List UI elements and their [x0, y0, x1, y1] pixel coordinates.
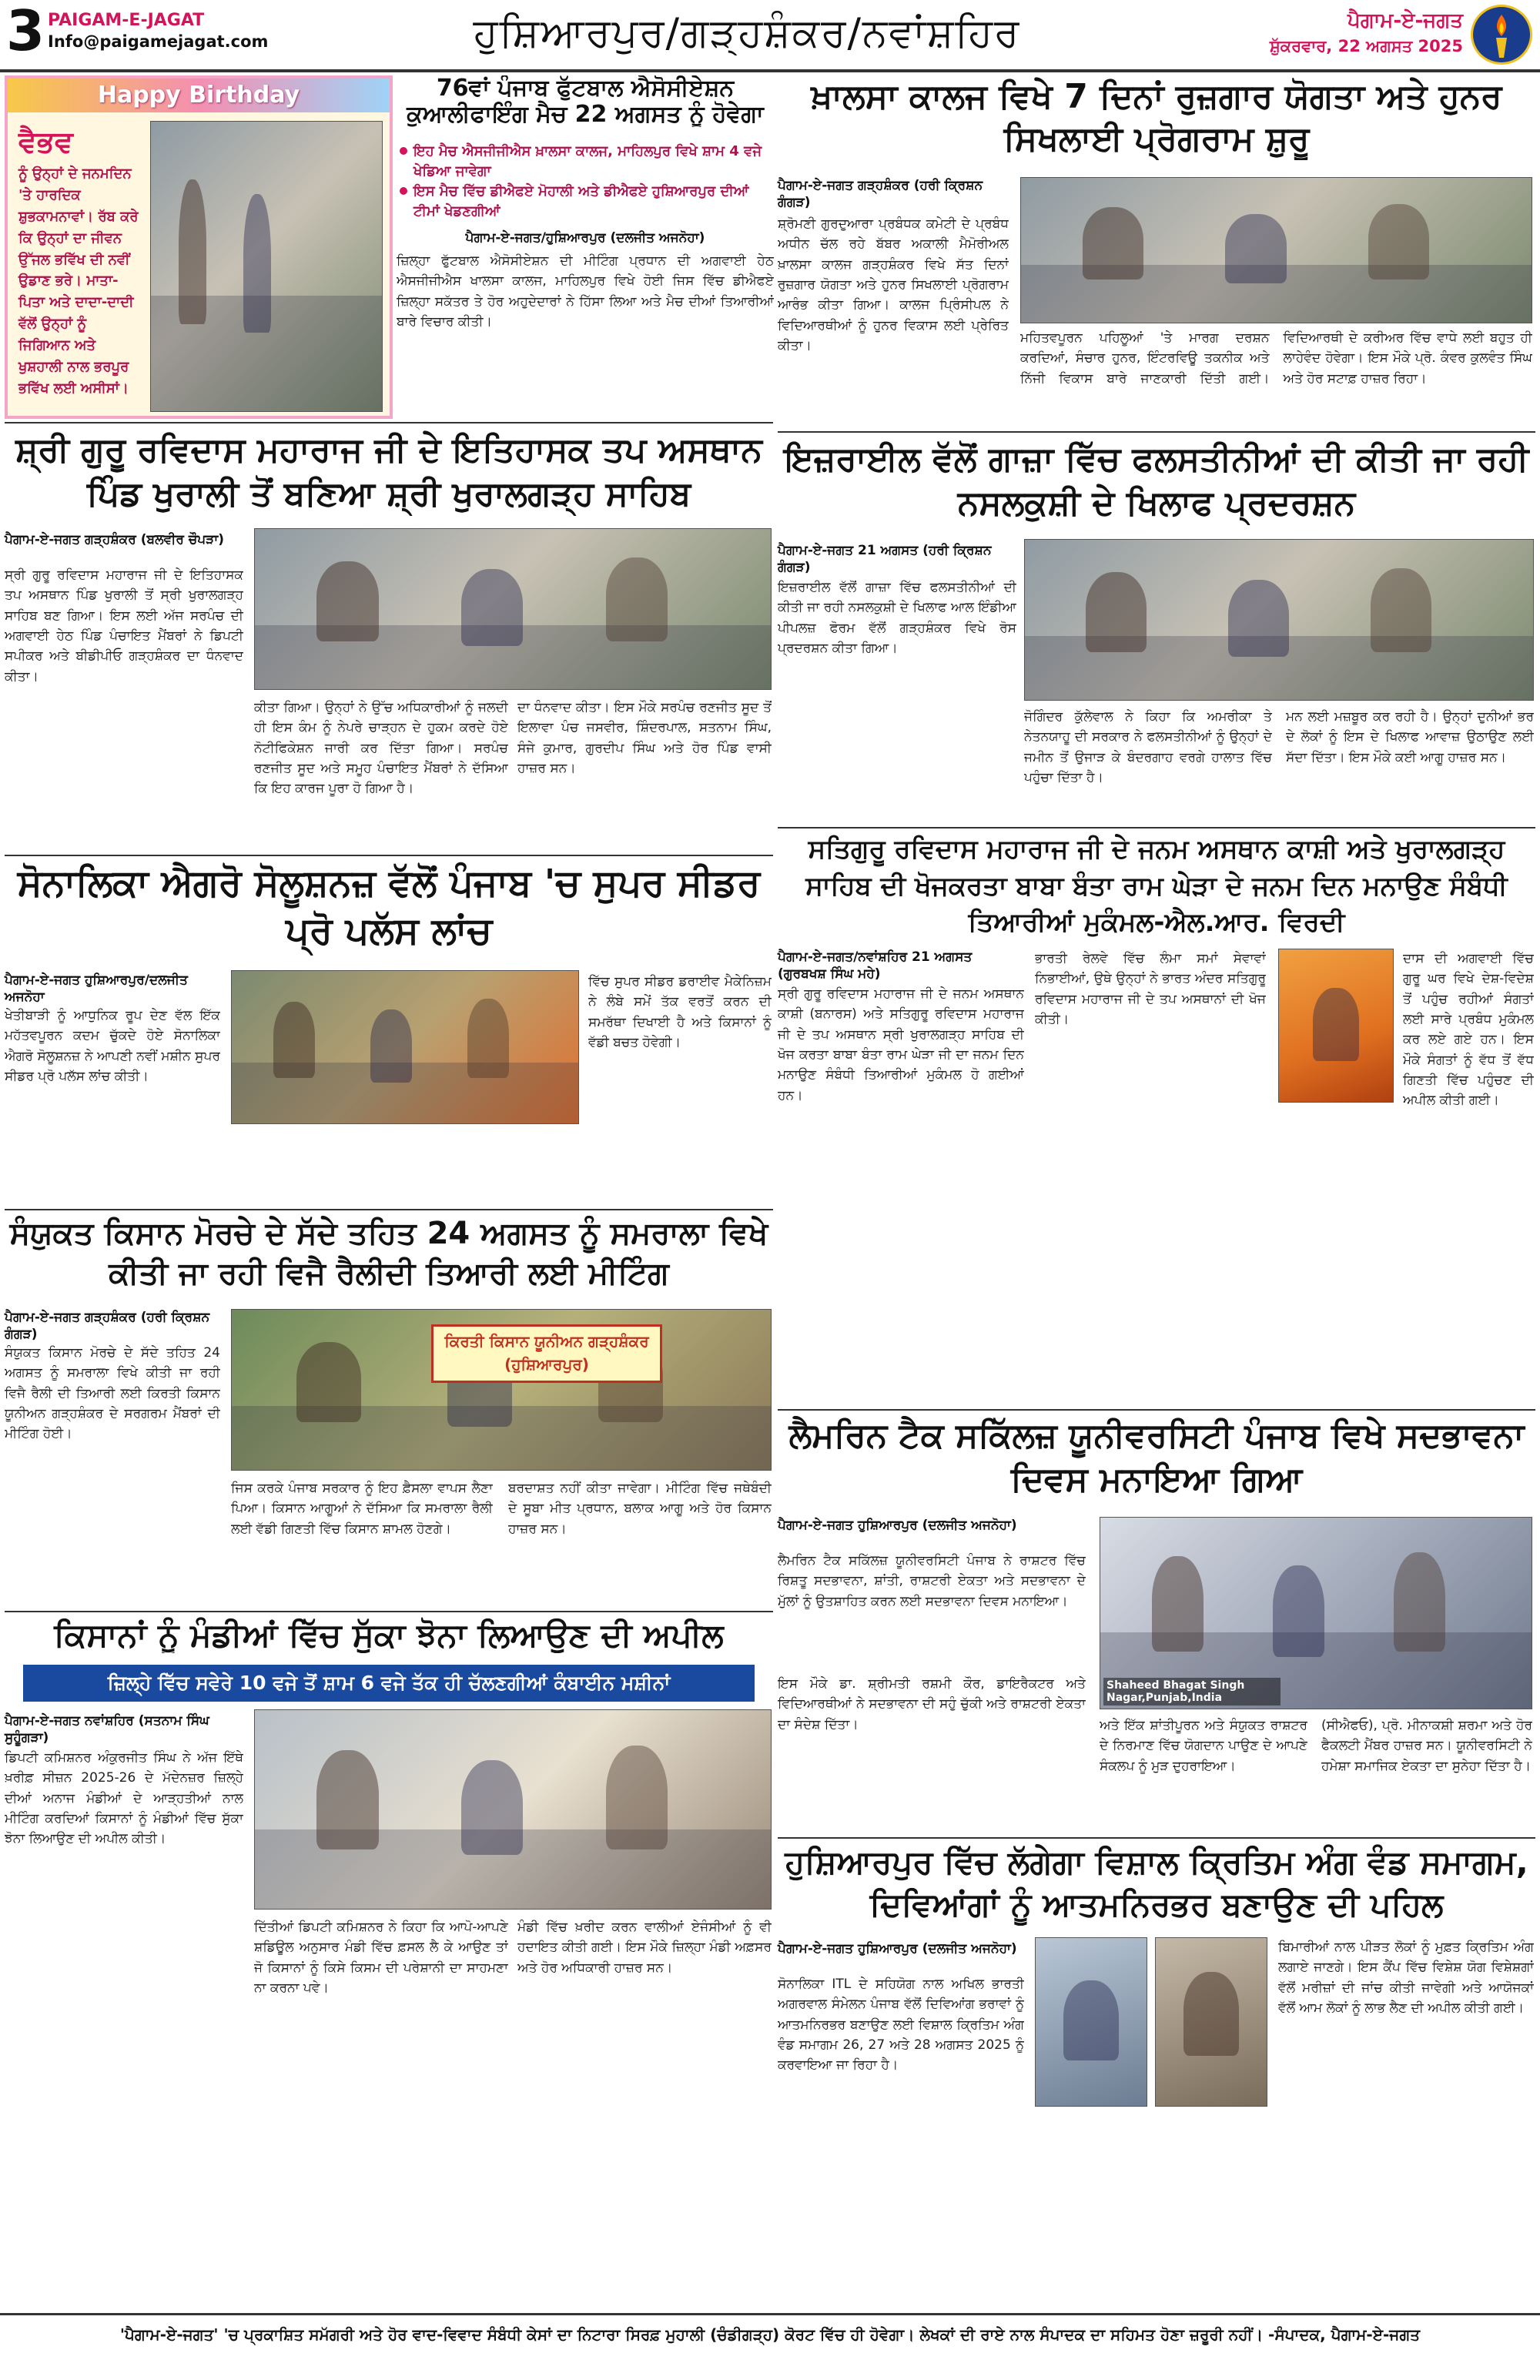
football-bullet-2: ਇਸ ਮੈਚ ਵਿੱਚ ਡੀਐਫਏ ਮੋਹਾਲੀ ਅਤੇ ਡੀਐਫਏ ਹੁਸ਼ਿਆਰਪੁਰ ਦੀਆਂ ਟੀਮਾਂ ਖੇਡਣਗੀਆਂ: [413, 183, 749, 220]
lamrin-photo: [1100, 1517, 1532, 1709]
divider: [5, 1209, 773, 1210]
torch-icon: [1473, 7, 1530, 62]
football-headline: 76ਵਾਂ ਪੰਜਾਬ ਫੁੱਟਬਾਲ ਐਸੋਸੀਏਸ਼ਨ ਕੁਆਲੀਫਾਇੰਗ ਮੈਚ 22 ਅਗਸਤ ਨੂੰ ਹੋਵੇਗਾ: [407, 75, 764, 128]
mandi-headline: ਕਿਸਾਨਾਂ ਨੂੰ ਮੰਡੀਆਂ ਵਿੱਚ ਸੁੱਕਾ ਝੋਨਾ ਲਿਆਉਣ ਦੀ ਅਪੀਲ: [54, 1617, 724, 1654]
khalsa-body: ਸ਼੍ਰੋਮਣੀ ਗੁਰਦੁਆਰਾ ਪ੍ਰਬੰਧਕ ਕਮੇਟੀ ਦੇ ਪ੍ਰਬੰਧ ਅਧੀਨ ਚੱਲ ਰਹੇ ਬੱਬਰ ਅਕਾਲੀ ਮੈਮੋਰੀਅਲ ਖ਼ਾਲਸਾ ਕਾਲਜ ਗੜ੍ਹਸ਼ੰਕਰ ਵਿਖੇ ਸੱਤ ਦਿਨਾਂ ਰੁਜ਼ਗਾਰ ਯੋਗਤਾ ਅਤੇ ਹੁਨਰ ਸਿਖਲਾਈ ਪ੍ਰੋਗਰਾਮ ਆਰੰਭ ਕੀਤਾ ਗਿਆ। ਕਾਲਜ ਪ੍ਰਿੰਸੀਪਲ ਨੇ ਵਿਦਿਆਰਥੀਆਂ ਨੂੰ ਹੁਨਰ ਵਿਕਾਸ ਲਈ ਪ੍ਰੇਰਿਤ ਕੀਤਾ।: [778, 216, 1009, 354]
birthday-name: ਵੈਭਵ: [18, 125, 73, 159]
brand-name: PAIGAM-E-JAGAT: [48, 11, 205, 30]
kisan-body: ਸੰਯੁਕਤ ਕਿਸਾਨ ਮੋਰਚੇ ਦੇ ਸੱਦੇ ਤਹਿਤ 24 ਅਗਸਤ ਨੂੰ ਸਮਰਾਲਾ ਵਿਖੇ ਕੀਤੀ ਜਾ ਰਹੀ ਵਿਜੈ ਰੈਲੀ ਦੀ ਤਿਆਰੀ ਲਈ ਕਿਰਤੀ ਕਿਸਾਨ ਯੂਨੀਅਨ ਗੜ੍ਹਸ਼ੰਕਰ ਦੇ ਸਰਗਰਮ ਮੈਂਬਰਾਂ ਦੀ ਮੀਟਿੰਗ ਹੋਈ।: [5, 1345, 220, 1442]
lamrin-body-3: ਅਤੇ ਇੱਕ ਸ਼ਾਂਤੀਪੂਰਨ ਅਤੇ ਸੰਯੁਕਤ ਰਾਸ਼ਟਰ ਦੇ ਨਿਰਮਾਣ ਵਿੱਚ ਯੋਗਦਾਨ ਪਾਉਣ ਦੇ ਆਪਣੇ ਸੰਕਲਪ ਨੂੰ ਮੁੜ ਦੁਹਰਾਇਆ।: [1100, 1718, 1307, 1774]
sonalika-body: ਖੇਤੀਬਾੜੀ ਨੂੰ ਆਧੁਨਿਕ ਰੂਪ ਦੇਣ ਵੱਲ ਇੱਕ ਮਹੱਤਵਪੂਰਨ ਕਦਮ ਚੁੱਕਦੇ ਹੋਏ ਸੋਨਾਲਿਕਾ ਐਗਰੋ ਸੋਲੂਸ਼ਨਜ਼ ਨੇ ਆਪਣੀ ਨਵੀਂ ਮਸ਼ੀਨ ਸੁਪਰ ਸੀਡਰ ਪ੍ਰੋ ਪਲੱਸ ਲਾਂਚ ਕੀਤੀ।: [5, 1008, 220, 1085]
divider: [5, 1611, 773, 1612]
kisan-headline: ਸੰਯੁਕਤ ਕਿਸਾਨ ਮੋਰਚੇ ਦੇ ਸੱਦੇ ਤਹਿਤ 24 ਅਗਸਤ ਨੂੰ ਸਮਰਾਲਾ ਵਿਖੇ ਕੀਤੀ ਜਾ ਰਹੀ ਵਿਜੈ ਰੈਲੀਦੀ ਤਿਆਰੀ ਲਈ ਮੀਟਿੰਗ: [9, 1216, 768, 1291]
khalsa-body-2: ਮਹਿਤਵਪੂਰਨ ਪਹਿਲੂਆਂ 'ਤੇ ਮਾਰਗ ਦਰਸ਼ਨ ਕਰਦਿਆਂ, ਸੰਚਾਰ ਹੁਨਰ, ਇੰਟਰਵਿਊ ਤਕਨੀਕ ਅਤੇ ਨਿੱਜੀ ਵਿਕਾਸ ਬਾਰੇ ਜਾਣਕਾਰੀ ਦਿੱਤੀ ਗਈ। ਵਿਦਿਆਰਥੀ ਦੇ ਕਰੀਅਰ ਵਿੱਚ ਵਾਧੇ ਲਈ ਬਹੁਤ ਹੀ ਲਾਹੇਵੰਦ ਹੋਵੇਗਾ। ਇਸ ਮੌਕੇ ਪ੍ਰੋ. ਕੰਵਰ ਕੁਲਵੰਤ ਸਿੰਘ ਅਤੇ ਹੋਰ ਸਟਾਫ਼ ਹਾਜ਼ਰ ਰਿਹਾ।: [1020, 330, 1532, 387]
khalsa-byline: ਪੈਗਾਮ-ਏ-ਜਗਤ ਗੜ੍ਹਸ਼ੰਕਰ (ਹਰੀ ਕ੍ਰਿਸ਼ਨ ਗੰਗੜ): [778, 178, 983, 211]
issue-date: ਸ਼ੁੱਕਰਵਾਰ, 22 ਅਗਸਤ 2025: [1269, 37, 1463, 55]
sonalika-photo: [231, 970, 579, 1124]
kisan-body-3: ਬਰਦਾਸ਼ਤ ਨਹੀਂ ਕੀਤਾ ਜਾਵੇਗਾ। ਮੀਟਿੰਗ ਵਿੱਚ ਜਥੇਬੰਦੀ ਦੇ ਸੂਬਾ ਮੀਤ ਪ੍ਰਧਾਨ, ਬਲਾਕ ਆਗੂ ਅਤੇ ਹੋਰ ਕਿਸਾਨ ਹਾਜ਼ਰ ਸਨ।: [508, 1481, 772, 1537]
divider: [778, 431, 1535, 433]
ravidas-body-2: ਕੀਤਾ ਗਿਆ। ਉਨ੍ਹਾਂ ਨੇ ਉੱਚ ਅਧਿਕਾਰੀਆਂ ਨੂੰ ਜਲਦੀ ਹੀ ਇਸ ਕੰਮ ਨੂੰ ਨੇਪਰੇ ਚਾੜ੍ਹਨ ਦੇ ਹੁਕਮ ਕਰਦੇ ਹੋਏ ਨੋਟੀਫਿਕੇਸ਼ਨ ਜਾਰੀ ਕਰ ਦਿੱਤਾ ਗਿਆ। ਸਰਪੰਚ ਰਣਜੀਤ ਸੂਦ ਅਤੇ ਸਮੂਹ ਪੰਚਾਇਤ ਮੈਂਬਰਾਂ ਨੇ ਦੱਸਿਆ ਕਿ ਇਹ ਕਾਰਜ ਪੂਰਾ ਹੋ ਗਿਆ ਹੈ।: [254, 700, 508, 797]
baba-photo: [1278, 949, 1394, 1103]
footer-disclaimer: 'ਪੈਗਾਮ-ਏ-ਜਗਤ' 'ਚ ਪ੍ਰਕਾਸ਼ਿਤ ਸਮੱਗਰੀ ਅਤੇ ਹੋਰ ਵਾਦ-ਵਿਵਾਦ ਸੰਬੰਧੀ ਕੇਸਾਂ ਦਾ ਨਿਟਾਰਾ ਸਿਰਫ਼ ਮੁਹਾਲੀ (ਚੰਡੀਗੜ੍ਹ) ਕੋਰਟ ਵਿੱਚ ਹੀ ਹੋਵੇਗਾ। ਲੇਖਕਾਂ ਦੀ ਰਾਏ ਨਾਲ ਸੰਪਾਦਕ ਦਾ ਸਹਿਮਤ ਹੋਣਾ ਜ਼ਰੂਰੀ ਨਹੀਂ। -ਸੰਪਾਦਕ, ਪੈਗਾਮ-ਏ-ਜਗਤ: [119, 2325, 1421, 2344]
ravidas-headline: ਸ਼੍ਰੀ ਗੁਰੂ ਰਵਿਦਾਸ ਮਹਾਰਾਜ ਜੀ ਦੇ ਇਤਿਹਾਸਕ ਤਪ ਅਸਥਾਨ ਪਿੰਡ ਖੁਰਾਲੀ ਤੋਂ ਬਣਿਆ ਸ਼੍ਰੀ ਖੁਰਾਲਗੜ੍ਹ ਸਾਹਿਬ: [15, 430, 762, 514]
bullet-icon: [400, 187, 407, 195]
khalsa-headline: ਖ਼ਾਲਸਾ ਕਾਲਜ ਵਿਖੇ 7 ਦਿਨਾਂ ਰੁਜ਼ਗਾਰ ਯੋਗਤਾ ਅਤੇ ਹੁਨਰ ਸਿਖਲਾਈ ਪ੍ਰੋਗਰਾਮ ਸ਼ੁਰੂ: [811, 77, 1502, 159]
section-title: ਹੁਸ਼ਿਆਰਪੁਰ/ਗੜ੍ਹਸ਼ੰਕਰ/ਨਵਾਂਸ਼ਹਿਰ: [473, 11, 1021, 56]
kisan-byline: ਪੈਗਾਮ-ਏ-ਜਗਤ ਗੜ੍ਹਸ਼ੰਕਰ (ਹਰੀ ਕ੍ਰਿਸ਼ਨ ਗੰਗੜ): [5, 1310, 210, 1343]
lamrin-body: ਲੈਮਰਿਨ ਟੈਕ ਸਕਿੱਲਜ਼ ਯੂਨੀਵਰਸਿਟੀ ਪੰਜਾਬ ਨੇ ਰਾਸ਼ਟਰ ਵਿੱਚ ਰਿਸ਼ਤੂ ਸਦਭਾਵਨਾ, ਸ਼ਾਂਤੀ, ਰਾਸ਼ਟਰੀ ਏਕਤਾ ਅਤੇ ਸਦਭਾਵਨਾ ਦੇ ਮੁੱਲਾਂ ਨੂੰ ਉਤਸ਼ਾਹਿਤ ਕਰਨ ਲਈ ਸਦਭਾਵਨਾ ਦਿਵਸ ਮਨਾਇਆ।: [778, 1553, 1086, 1609]
football-bullet-1: ਇਹ ਮੈਚ ਐਸਜੀਜੀਐਸ ਖ਼ਾਲਸਾ ਕਾਲਜ, ਮਾਹਿਲਪੁਰ ਵਿਖੇ ਸ਼ਾਮ 4 ਵਜੇ ਖੇਡਿਆ ਜਾਵੇਗਾ: [413, 143, 762, 180]
israel-headline: ਇਜ਼ਰਾਈਲ ਵੱਲੋਂ ਗਾਜ਼ਾ ਵਿੱਚ ਫਲਸਤੀਨੀਆਂ ਦੀ ਕੀਤੀ ਜਾ ਰਹੀ ਨਸਲਕੁਸ਼ੀ ਦੇ ਖਿਲਾਫ ਪ੍ਰਦਰਸ਼ਨ: [784, 440, 1529, 524]
mandi-subhead: ਜ਼ਿਲ੍ਹੇ ਵਿੱਚ ਸਵੇਰੇ 10 ਵਜੇ ਤੋਂ ਸ਼ਾਮ 6 ਵਜੇ ਤੱਕ ਹੀ ਚੱਲਣਗੀਆਂ ਕੰਬਾਈਨ ਮਸ਼ੀਨਾਂ: [23, 1665, 755, 1702]
khalsa-photo: [1020, 177, 1532, 323]
divider: [5, 422, 773, 423]
mandi-body-3: ਮੰਡੀ ਵਿੱਚ ਖ਼ਰੀਦ ਕਰਨ ਵਾਲੀਆਂ ਏਜੰਸੀਆਂ ਨੂੰ ਵੀ ਹਦਾਇਤ ਕੀਤੀ ਗਈ। ਇਸ ਮੌਕੇ ਜ਼ਿਲ੍ਹਾ ਮੰਡੀ ਅਫ਼ਸਰ ਅਤੇ ਹੋਰ ਅਧਿਕਾਰੀ ਹਾਜ਼ਰ ਸਨ।: [517, 1920, 772, 1976]
divider: [5, 855, 773, 856]
mandi-photo: [254, 1709, 772, 1910]
divider: [778, 1409, 1535, 1411]
birthday-photo: [150, 121, 383, 412]
israel-body-2: ਜੋਗਿੰਦਰ ਕੁੱਲੇਵਾਲ ਨੇ ਕਿਹਾ ਕਿ ਅਮਰੀਕਾ ਤੇ ਨੇਤਨਯਾਹੂ ਦੀ ਸਰਕਾਰ ਨੇ ਫਲਸਤੀਨੀਆਂ ਨੂੰ ਉਨ੍ਹਾਂ ਦੇ ਜਮੀਨ ਤੋਂ ਉਜਾੜ ਕੇ ਬੰਦਰਗਾਹ ਵਰਗੇ ਹਾਲਾਤ ਵਿੱਚ ਪਹੁੰਚਾ ਦਿੱਤਾ ਹੈ।: [1024, 709, 1272, 786]
birthday-banner: Happy Birthday: [8, 79, 390, 112]
kisan-body-2: ਜਿਸ ਕਰਕੇ ਪੰਜਾਬ ਸਰਕਾਰ ਨੂੰ ਇਹ ਫ਼ੈਸਲਾ ਵਾਪਸ ਲੈਣਾ ਪਿਆ। ਕਿਸਾਨ ਆਗੂਆਂ ਨੇ ਦੱਸਿਆ ਕਿ ਸਮਰਾਲਾ ਰੈਲੀ ਲਈ ਵੱਡੀ ਗਿਣਤੀ ਵਿੱਚ ਕਿਸਾਨ ਸ਼ਾਮਲ ਹੋਣਗੇ।: [231, 1481, 493, 1537]
camp-byline: ਪੈਗਾਮ-ਏ-ਜਗਤ ਹੁਸ਼ਿਆਰਪੁਰ (ਦਲਜੀਤ ਅਜਨੋਹਾ): [778, 1941, 1017, 1957]
torch-logo: [1471, 5, 1532, 65]
football-bullet-box: [397, 140, 774, 225]
divider: [778, 827, 1535, 828]
birthday-message: ਨੂੰ ਉਨ੍ਹਾਂ ਦੇ ਜਨਮਦਿਨ 'ਤੇ ਹਾਰਦਿਕ ਸ਼ੁਭਕਾਮਨਾਵਾਂ। ਰੱਬ ਕਰੇ ਕਿ ਉਨ੍ਹਾਂ ਦਾ ਜੀਵਨ ਉੱਜਲ ਭਵਿੱਖ ਦੀ ਨਵੀਂ ਉਡਾਣ ਭਰੇ। ਮਾਤਾ-ਪਿਤਾ ਅਤੇ ਦਾਦਾ-ਦਾਦੀ ਵੱਲੋਂ ਉਨ੍ਹਾਂ ਨੂੰ ਜਿਗਿਆਨ ਅਤੇ ਖੁਸ਼ਹਾਲੀ ਨਾਲ ਭਰਪੂਰ ਭਵਿੱਖ ਲਈ ਅਸੀਸਾਂ।: [18, 166, 139, 397]
mandi-byline: ਪੈਗਾਮ-ਏ-ਜਗਤ ਨਵਾਂਸ਼ਹਿਰ (ਸਤਨਾਮ ਸਿੰਘ ਸੁਹੂੰਗੜਾ): [5, 1713, 209, 1746]
sonalika-headline: ਸੋਨਾਲਿਕਾ ਐਗਰੋ ਸੋਲੂਸ਼ਨਜ਼ ਵੱਲੋਂ ਪੰਜਾਬ 'ਚ ਸੁਪਰ ਸੀਡਰ ਪ੍ਰੋ ਪਲੱਸ ਲਾਂਚ: [17, 862, 761, 953]
baba-byline: ਪੈਗਾਮ-ਏ-ਜਗਤ/ਨਵਾਂਸ਼ਹਿਰ 21 ਅਗਸਤ (ਗੁਰਬਖਸ਼ ਸਿੰਘ ਮਹੇ): [778, 949, 973, 982]
mandi-body: ਡਿਪਟੀ ਕਮਿਸ਼ਨਰ ਅੰਕੁਰਜੀਤ ਸਿੰਘ ਨੇ ਅੱਜ ਇੱਥੇ ਖ਼ਰੀਫ਼ ਸੀਜ਼ਨ 2025-26 ਦੇ ਮੱਦੇਨਜ਼ਰ ਜ਼ਿਲ੍ਹੇ ਦੀਆਂ ਅਨਾਜ ਮੰਡੀਆਂ ਦੇ ਆੜ੍ਹਤੀਆਂ ਨਾਲ ਮੀਟਿੰਗ ਕਰਦਿਆਂ ਕਿਸਾਨਾਂ ਨੂੰ ਮੰਡੀਆਂ ਵਿੱਚ ਸੁੱਕਾ ਝੋਨਾ ਲਿਆਉਣ ਦੀ ਅਪੀਲ ਕੀਤੀ।: [5, 1750, 243, 1847]
baba-body: ਸ੍ਰੀ ਗੁਰੂ ਰਵਿਦਾਸ ਮਹਾਰਾਜ ਜੀ ਦੇ ਜਨਮ ਅਸਥਾਨ ਕਾਸ਼ੀ (ਬਨਾਰਸ) ਅਤੇ ਸਤਿਗੁਰੂ ਰਵਿਦਾਸ ਮਹਾਰਾਜ ਜੀ ਦੇ ਤਪ ਅਸਥਾਨ ਸ੍ਰੀ ਖੁਰਾਲਗੜ੍ਹ ਸਾਹਿਬ ਦੀ ਖੋਜ ਕਰਤਾ ਬਾਬਾ ਬੰਤਾ ਰਾਮ ਘੇੜਾ ਜੀ ਦਾ ਜਨਮ ਦਿਨ ਮਨਾਉਣ ਸੰਬੰਧੀ ਤਿਆਰੀਆਂ ਮੁਕੰਮਲ ਹੋ ਗਈਆਂ ਹਨ।: [778, 986, 1024, 1103]
camp-body-2: ਬਿਮਾਰੀਆਂ ਨਾਲ ਪੀੜਤ ਲੋਕਾਂ ਨੂੰ ਮੁਫ਼ਤ ਕ੍ਰਿਤਿਮ ਅੰਗ ਲਗਾਏ ਜਾਣਗੇ। ਇਸ ਕੈਂਪ ਵਿੱਚ ਵਿਸ਼ੇਸ਼ ਯੋਗ ਵਿਸ਼ੇਸ਼ਗਾਂ ਵੱਲੋਂ ਮਰੀਜ਼ਾਂ ਦੀ ਜਾਂਚ ਕੀਤੀ ਜਾਵੇਗੀ ਅਤੇ ਆਯੋਜਕਾਂ ਵੱਲੋਂ ਆਮ ਲੋਕਾਂ ਨੂੰ ਲਾਭ ਲੈਣ ਦੀ ਅਪੀਲ ਕੀਤੀ ਗਈ।: [1278, 1940, 1534, 2017]
birthday-box: [5, 75, 393, 419]
ravidas-body-3: ਦਾ ਧੰਨਵਾਦ ਕੀਤਾ। ਇਸ ਮੌਕੇ ਸਰਪੰਚ ਰਣਜੀਤ ਸੂਦ ਤੋਂ ਇਲਾਵਾ ਪੰਚ ਜਸਵੀਰ, ਸ਼ਿੰਦਰਪਾਲ, ਸਤਨਾਮ ਸਿੰਘ, ਸੰਜੇ ਕੁਮਾਰ, ਗੁਰਦੀਪ ਸਿੰਘ ਅਤੇ ਹੋਰ ਪਿੰਡ ਵਾਸੀ ਹਾਜ਼ਰ ਸਨ।: [517, 700, 772, 777]
khalsa-story: [778, 75, 1535, 368]
camp-body: ਸੋਨਾਲਿਕਾ ITL ਦੇ ਸਹਿਯੋਗ ਨਾਲ ਅਖਿਲ ਭਾਰਤੀ ਅਗਰਵਾਲ ਸੰਮੇਲਨ ਪੰਜਾਬ ਵੱਲੋਂ ਦਿਵਿਆਂਗ ਭਰਾਵਾਂ ਨੂੰ ਆਤਮਨਿਰਭਰ ਬਣਾਉਣ ਲਈ ਵਿਸ਼ਾਲ ਕ੍ਰਿਤਿਮ ਅੰਗ ਵੰਡ ਸਮਾਗਮ 26, 27 ਅਤੇ 28 ਅਗਸਤ 2025 ਨੂੰ ਕਰਵਾਇਆ ਜਾ ਰਿਹਾ ਹੈ।: [778, 1977, 1024, 2074]
brand-email[interactable]: Info@paigamejagat.com: [48, 32, 269, 51]
baba-headline: ਸਤਿਗੁਰੂ ਰਵਿਦਾਸ ਮਹਾਰਾਜ ਜੀ ਦੇ ਜਨਮ ਅਸਥਾਨ ਕਾਸ਼ੀ ਅਤੇ ਖੁਰਾਲਗੜ੍ਹ ਸਾਹਿਬ ਦੀ ਖੋਜਕਰਤਾ ਬਾਬਾ ਬੰਤਾ ਰਾਮ ਘੇੜਾ ਦੇ ਜਨਮ ਦਿਨ ਮਨਾਉਣ ਸੰਬੰਧੀ ਤਿਆਰੀਆਂ ਮੁਕੰਮਲ-ਐਲ.ਆਰ. ਵਿਰਦੀ: [805, 834, 1508, 939]
sonalika-byline: ਪੈਗਾਮ-ਏ-ਜਗਤ ਹੁਸ਼ਿਆਰਪੁਰ/ਦਲਜੀਤ ਅਜਨੋਹਾ: [5, 972, 188, 1006]
israel-byline: ਪੈਗਾਮ-ਏ-ਜਗਤ 21 ਅਗਸਤ (ਹਰੀ ਕ੍ਰਿਸ਼ਨ ਗੰਗੜ): [778, 543, 992, 576]
header-rule: [0, 69, 1540, 72]
footer-rule: [0, 2313, 1540, 2315]
ravidas-body: ਸ੍ਰੀ ਗੁਰੂ ਰਵਿਦਾਸ ਮਹਾਰਾਜ ਜੀ ਦੇ ਇਤਿਹਾਸਕ ਤਪ ਅਸਥਾਨ ਪਿੰਡ ਖੁਰਾਲੀ ਤੋਂ ਸ੍ਰੀ ਖੁਰਾਲਗੜ੍ਹ ਸਾਹਿਬ ਬਣ ਗਿਆ। ਇਸ ਲਈ ਅੱਜ ਸਰਪੰਚ ਦੀ ਅਗਵਾਈ ਹੇਠ ਪਿੰਡ ਪੰਚਾਇਤ ਮੈਂਬਰਾਂ ਨੇ ਡਿਪਟੀ ਸਪੀਕਰ ਅਤੇ ਬੀਡੀਪੀਓ ਗੜ੍ਹਸ਼ੰਕਰ ਦਾ ਧੰਨਵਾਦ ਕੀਤਾ।: [5, 567, 243, 685]
football-body: ਜ਼ਿਲ੍ਹਾ ਫੁੱਟਬਾਲ ਐਸੋਸੀਏਸ਼ਨ ਦੀ ਮੀਟਿੰਗ ਪ੍ਰਧਾਨ ਦੀ ਅਗਵਾਈ ਹੇਠ ਐਸਜੀਜੀਐਸ ਖਾਲਸਾ ਕਾਲਜ, ਮਾਹਿਲਪੁਰ ਵਿਖੇ ਹੋਈ ਜਿਸ ਵਿੱਚ ਡੀਐਫਏ ਜ਼ਿਲ੍ਹਾ ਸਕੱਤਰ ਤੇ ਹੋਰ ਅਹੁਦੇਦਾਰਾਂ ਨੇ ਹਿੱਸਾ ਲਿਆ ਅਤੇ ਮੈਚ ਦੀਆਂ ਤਿਆਰੀਆਂ ਬਾਰੇ ਵਿਚਾਰ ਕੀਤੀ।: [397, 253, 774, 330]
israel-body-3: ਮਨ ਲਈ ਮਜ਼ਬੂਰ ਕਰ ਰਹੀ ਹੈ। ਉਨ੍ਹਾਂ ਦੁਨੀਆਂ ਭਰ ਦੇ ਲੋਕਾਂ ਨੂੰ ਇਸ ਦੇ ਖਿਲਾਫ ਆਵਾਜ਼ ਉਠਾਉਣ ਲਈ ਸੱਦਾ ਦਿੱਤਾ। ਇਸ ਮੌਕੇ ਕਈ ਆਗੂ ਹਾਜ਼ਰ ਸਨ।: [1286, 709, 1534, 765]
israel-body: ਇਜ਼ਰਾਈਲ ਵੱਲੋਂ ਗਾਜ਼ਾ ਵਿੱਚ ਫਲਸਤੀਨੀਆਂ ਦੀ ਕੀਤੀ ਜਾ ਰਹੀ ਨਸਲਕੁਸ਼ੀ ਦੇ ਖਿਲਾਫ ਆਲ ਇੰਡੀਆ ਪੀਪਲਜ਼ ਫੋਰਮ ਵੱਲੋਂ ਗੜ੍ਹਸ਼ੰਕਰ ਵਿਖੇ ਰੋਸ ਪ੍ਰਦਰਸ਼ਨ ਕੀਤਾ ਗਿਆ।: [778, 580, 1016, 657]
mandi-body-2: ਦਿੱਤੀਆਂ ਡਿਪਟੀ ਕਮਿਸ਼ਨਰ ਨੇ ਕਿਹਾ ਕਿ ਆਪੋ-ਆਪਣੇ ਸ਼ਡਿਊਲ ਅਨੁਸਾਰ ਮੰਡੀ ਵਿੱਚ ਫ਼ਸਲ ਲੈ ਕੇ ਆਉਣ ਤਾਂ ਜੋ ਕਿਸਾਨਾਂ ਨੂੰ ਕਿਸੇ ਕਿਸਮ ਦੀ ਪਰੇਸ਼ਾਨੀ ਦਾ ਸਾਹਮਣਾ ਨਾ ਕਰਨਾ ਪਵੇ।: [254, 1920, 508, 1997]
baba-body-2: ਭਾਰਤੀ ਰੇਲਵੇ ਵਿੱਚ ਲੰਮਾ ਸਮਾਂ ਸੇਵਾਵਾਂ ਨਿਭਾਈਆਂ, ਉਥੇ ਉਨ੍ਹਾਂ ਨੇ ਭਾਰਤ ਅੰਦਰ ਸਤਿਗੁਰੂ ਰਵਿਦਾਸ ਮਹਾਰਾਜ ਜੀ ਦੇ ਤਪ ਅਸਥਾਨਾਂ ਦੀ ਖੋਜ ਕੀਤੀ।: [1035, 951, 1266, 1028]
divider: [778, 1837, 1535, 1839]
camp-headline: ਹੁਸ਼ਿਆਰਪੁਰ ਵਿੱਚ ਲੱਗੇਗਾ ਵਿਸ਼ਾਲ ਕ੍ਰਿਤਿਮ ਅੰਗ ਵੰਡ ਸਮਾਗਮ, ਦਿਵਿਆਂਗਾਂ ਨੂੰ ਆਤਮਨਿਰਭਰ ਬਣਾਉਣ ਦੀ ਪਹਿਲ: [785, 1843, 1528, 1923]
lamrin-headline: ਲੈਮਰਿਨ ਟੈਕ ਸਕਿੱਲਜ਼ ਯੂਨੀਵਰਸਿਟੀ ਪੰਜਾਬ ਵਿਖੇ ਸਦਭਾਵਨਾ ਦਿਵਸ ਮਨਾਇਆ ਗਿਆ: [788, 1416, 1525, 1500]
football-byline: ਪੈਗਾਮ-ਏ-ਜਗਤ/ਹੁਸ਼ਿਆਰਪੁਰ (ਦਲਜੀਤ ਅਜਨੋਹਾ): [465, 230, 705, 246]
bullet-icon: [400, 147, 407, 155]
lamrin-body-2: ਇਸ ਮੌਕੇ ਡਾ. ਸ਼੍ਰੀਮਤੀ ਰਸ਼ਮੀ ਕੌਰ, ਡਾਇਰੈਕਟਰ ਅਤੇ ਵਿਦਿਆਰਥੀਆਂ ਨੇ ਸਦਭਾਵਨਾ ਦੀ ਸਹੁੰ ਚੁੱਕੀ ਅਤੇ ਰਾਸ਼ਟਰੀ ਏਕਤਾ ਦਾ ਸੰਦੇਸ਼ ਦਿੱਤਾ।: [778, 1676, 1086, 1732]
ravidas-byline: ਪੈਗਾਮ-ਏ-ਜਗਤ ਗੜ੍ਹਸ਼ੰਕਰ (ਬਲਵੀਰ ਚੌਪੜਾ): [5, 532, 224, 547]
page-number: 3: [6, 0, 45, 63]
lamrin-photo-caption: Shaheed Bhagat Singh Nagar,Punjab,India: [1103, 1678, 1281, 1705]
ravidas-photo: [254, 528, 772, 690]
paper-name: ਪੈਗਾਮ-ਏ-ਜਗਤ: [1348, 9, 1463, 32]
sonalika-body-2: ਵਿੱਚ ਸੁਪਰ ਸੀਡਰ ਡਰਾਈਵ ਮੈਕੇਨਿਜ਼ਮ ਨੇ ਲੰਬੇ ਸਮੇਂ ਤੱਕ ਵਰਤੋਂ ਕਰਨ ਦੀ ਸਮਰੱਥਾ ਦਿਖਾਈ ਹੈ ਅਤੇ ਕਿਸਾਨਾਂ ਨੂੰ ਵੱਡੀ ਬਚਤ ਹੋਵੇਗੀ।: [588, 974, 772, 1051]
kisan-banner-sign: ਕਿਰਤੀ ਕਿਸਾਨ ਯੂਨੀਅਨ ਗੜ੍ਹਸ਼ੰਕਰ (ਹੁਸ਼ਿਆਰਪੁਰ): [431, 1324, 662, 1383]
lamrin-body-4: (ਸੀਐਫਓ), ਪ੍ਰੋ. ਮੀਨਾਕਸ਼ੀ ਸ਼ਰਮਾ ਅਤੇ ਹੋਰ ਫੈਕਲਟੀ ਮੈਂਬਰ ਹਾਜ਼ਰ ਸਨ। ਯੂਨੀਵਰਸਿਟੀ ਨੇ ਹਮੇਸ਼ਾ ਸਮਾਜਿਕ ਏਕਤਾ ਦਾ ਸੁਨੇਹਾ ਦਿੱਤਾ ਹੈ।: [1321, 1718, 1532, 1774]
football-story: [397, 75, 774, 419]
israel-photo: [1024, 539, 1534, 701]
camp-photo-2: [1155, 1937, 1267, 2107]
camp-photo-1: [1035, 1937, 1147, 2107]
lamrin-byline: ਪੈਗਾਮ-ਏ-ਜਗਤ ਹੁਸ਼ਿਆਰਪੁਰ (ਦਲਜੀਤ ਅਜਨੋਹਾ): [778, 1518, 1017, 1533]
baba-body-3: ਦਾਸ ਦੀ ਅਗਵਾਈ ਵਿੱਚ ਗੁਰੂ ਘਰ ਵਿਖੇ ਦੇਸ਼-ਵਿਦੇਸ਼ ਤੋਂ ਪਹੁੰਚ ਰਹੀਆਂ ਸੰਗਤਾਂ ਲਈ ਸਾਰੇ ਪ੍ਰਬੰਧ ਮੁਕੰਮਲ ਕਰ ਲਏ ਗਏ ਹਨ। ਇਸ ਮੌਕੇ ਸੰਗਤਾਂ ਨੂੰ ਵੱਧ ਤੋਂ ਵੱਧ ਗਿਣਤੀ ਵਿੱਚ ਪਹੁੰਚਣ ਦੀ ਅਪੀਲ ਕੀਤੀ ਗਈ।: [1403, 951, 1534, 1109]
